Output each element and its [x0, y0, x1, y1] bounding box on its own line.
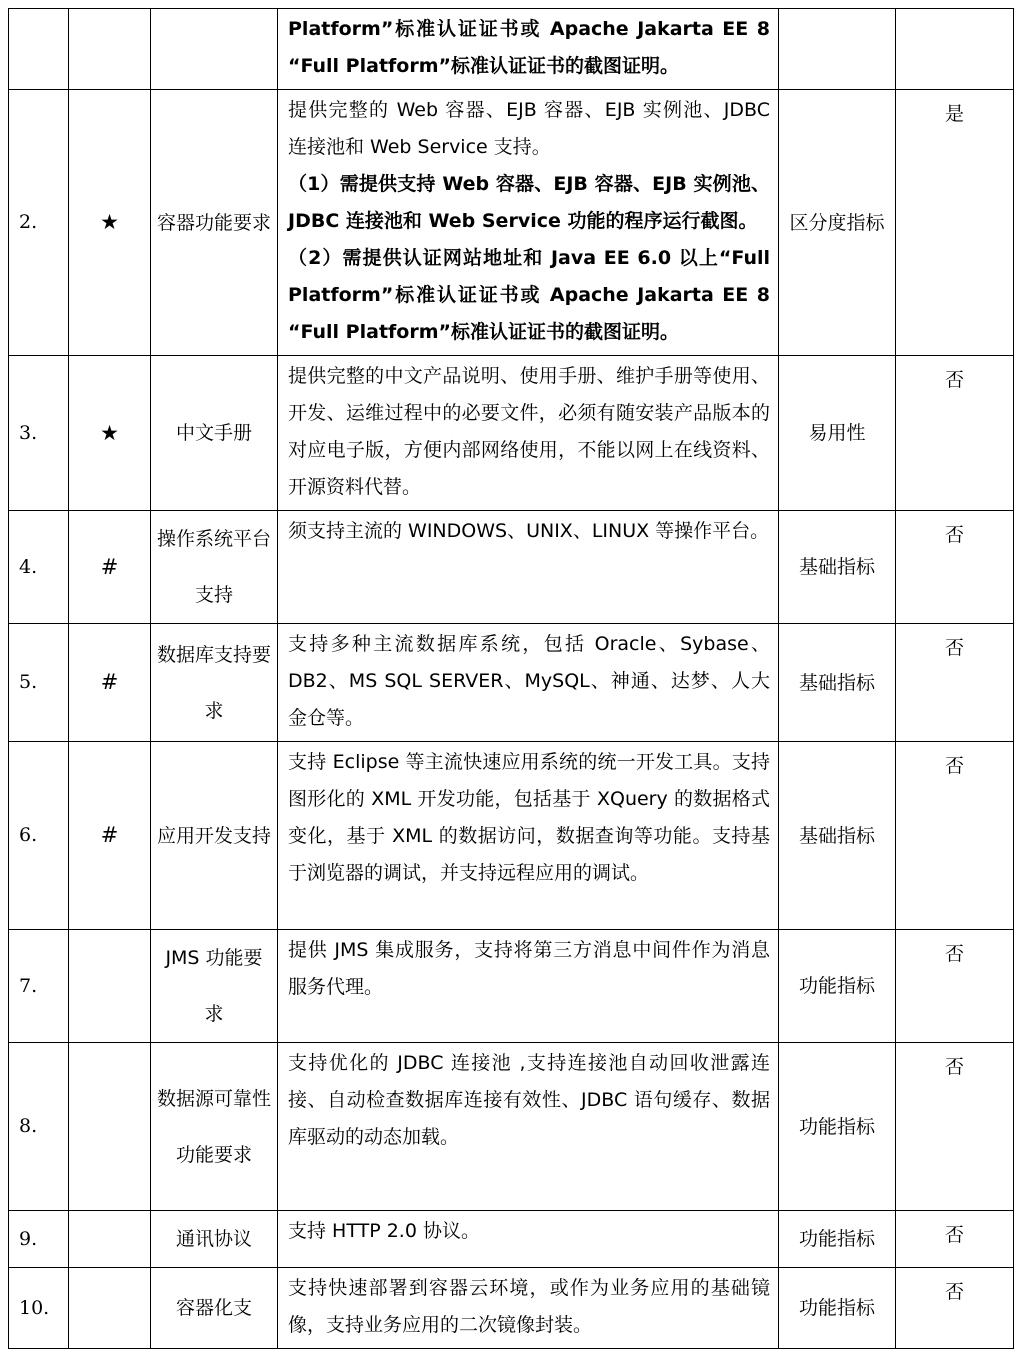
- row-number: 6.: [9, 742, 69, 930]
- table-row: [9, 90, 1014, 356]
- requirement-name: 通讯协议: [151, 1211, 278, 1268]
- response-value: 否: [896, 930, 1014, 1043]
- response-value: 否: [896, 1268, 1014, 1349]
- description-paragraph: （1）需提供支持 Web 容器、EJB 容器、EJB 实例池、JDBC 连接池和 Web Service 功能的程序运行截图。: [288, 173, 770, 232]
- row-mark: [69, 9, 151, 90]
- indicator-type: 功能指标: [779, 1043, 896, 1211]
- table-row: [9, 1211, 1014, 1268]
- description-paragraph: 支持 HTTP 2.0 协议。: [288, 1220, 480, 1242]
- requirement-name: 操作系统平台支持: [151, 511, 278, 624]
- row-mark: [69, 1211, 151, 1268]
- response-value: 否: [896, 511, 1014, 624]
- row-mark: [69, 930, 151, 1043]
- indicator-type: 功能指标: [779, 930, 896, 1043]
- row-number: 10.: [9, 1268, 69, 1349]
- indicator-type: 基础指标: [779, 742, 896, 930]
- description-paragraph: 提供完整的 Web 容器、EJB 容器、EJB 实例池、JDBC 连接池和 Web Service 支持。: [288, 99, 770, 158]
- requirement-description: [278, 1268, 779, 1349]
- description-paragraph: 提供 JMS 集成服务，支持将第三方消息中间件作为消息服务代理。: [288, 939, 770, 998]
- row-mark: #: [69, 511, 151, 624]
- description-paragraph: 支持快速部署到容器云环境，或作为业务应用的基础镜像，支持业务应用的二次镜像封装。: [288, 1277, 770, 1336]
- table-row: [9, 1268, 1014, 1349]
- indicator-type: 基础指标: [779, 624, 896, 742]
- indicator-type: 易用性: [779, 356, 896, 511]
- row-number: 2.: [9, 90, 69, 356]
- indicator-type: 功能指标: [779, 1211, 896, 1268]
- response-value: 否: [896, 624, 1014, 742]
- requirement-description: [278, 930, 779, 1043]
- requirement-name: 数据库支持要求: [151, 624, 278, 742]
- table-row: [9, 511, 1014, 624]
- row-mark: [69, 1268, 151, 1349]
- row-mark: ★: [69, 90, 151, 356]
- row-number: 5.: [9, 624, 69, 742]
- requirement-description: [278, 511, 779, 624]
- description-paragraph: （2）需提供认证网站地址和 Java EE 6.0 以上“Full Platform”标准认证证书或 Apache Jakarta EE 8 “Full Platform”标准认证证书的截图证明。: [288, 247, 770, 343]
- row-mark: #: [69, 624, 151, 742]
- requirements-table: [8, 8, 1014, 1349]
- description-paragraph: 提供完整的中文产品说明、使用手册、维护手册等使用、开发、运维过程中的必要文件，必须有随安装产品版本的对应电子版，方便内部网络使用，不能以网上在线资料、开源资料代替。: [288, 365, 770, 498]
- description-paragraph: 支持优化的 JDBC 连接池 ,支持连接池自动回收泄露连接、自动检查数据库连接有效性、JDBC 语句缓存、数据库驱动的动态加载。: [288, 1052, 770, 1148]
- requirement-name: 应用开发支持: [151, 742, 278, 930]
- table-row: [9, 930, 1014, 1043]
- table-row: [9, 1043, 1014, 1211]
- description-paragraph: Platform”标准认证证书或 Apache Jakarta EE 8 “Full Platform”标准认证证书的截图证明。: [288, 18, 770, 77]
- requirement-description: [278, 9, 779, 90]
- response-value: [896, 9, 1014, 90]
- requirement-description: [278, 356, 779, 511]
- description-paragraph: 支持 Eclipse 等主流快速应用系统的统一开发工具。支持图形化的 XML 开发功能，包括基于 XQuery 的数据格式变化，基于 XML 的数据访问，数据查询等功能。支持基于浏览器的调试，并支持远程应用的调试。: [288, 751, 770, 884]
- row-number: 8.: [9, 1043, 69, 1211]
- table-row: [9, 624, 1014, 742]
- requirement-name: 容器功能要求: [151, 90, 278, 356]
- row-number: 7.: [9, 930, 69, 1043]
- response-value: 是: [896, 90, 1014, 356]
- requirement-name: 容器化支: [151, 1268, 278, 1349]
- row-mark: [69, 1043, 151, 1211]
- table-row: [9, 356, 1014, 511]
- requirement-description: [278, 742, 779, 930]
- requirement-name: 数据源可靠性功能要求: [151, 1043, 278, 1211]
- description-paragraph: 支持多种主流数据库系统，包括 Oracle、Sybase、DB2、MS SQL SERVER、MySQL、神通、达梦、人大金仓等。: [288, 633, 770, 729]
- indicator-type: 基础指标: [779, 511, 896, 624]
- response-value: 否: [896, 1043, 1014, 1211]
- row-number: [9, 9, 69, 90]
- indicator-type: 区分度指标: [779, 90, 896, 356]
- row-mark: ★: [69, 356, 151, 511]
- row-number: 4.: [9, 511, 69, 624]
- row-number: 3.: [9, 356, 69, 511]
- row-number: 9.: [9, 1211, 69, 1268]
- requirement-name: 中文手册: [151, 356, 278, 511]
- response-value: 否: [896, 1211, 1014, 1268]
- row-mark: #: [69, 742, 151, 930]
- requirement-description: [278, 624, 779, 742]
- indicator-type: [779, 9, 896, 90]
- response-value: 否: [896, 356, 1014, 511]
- indicator-type: 功能指标: [779, 1268, 896, 1349]
- table-row: [9, 9, 1014, 90]
- response-value: 否: [896, 742, 1014, 930]
- requirement-description: [278, 1043, 779, 1211]
- requirement-description: [278, 90, 779, 356]
- requirement-description: [278, 1211, 779, 1268]
- requirement-name: [151, 9, 278, 90]
- table-row: [9, 742, 1014, 930]
- description-paragraph: 须支持主流的 WINDOWS、UNIX、LINUX 等操作平台。: [288, 520, 770, 542]
- requirement-name: JMS 功能要求: [151, 930, 278, 1043]
